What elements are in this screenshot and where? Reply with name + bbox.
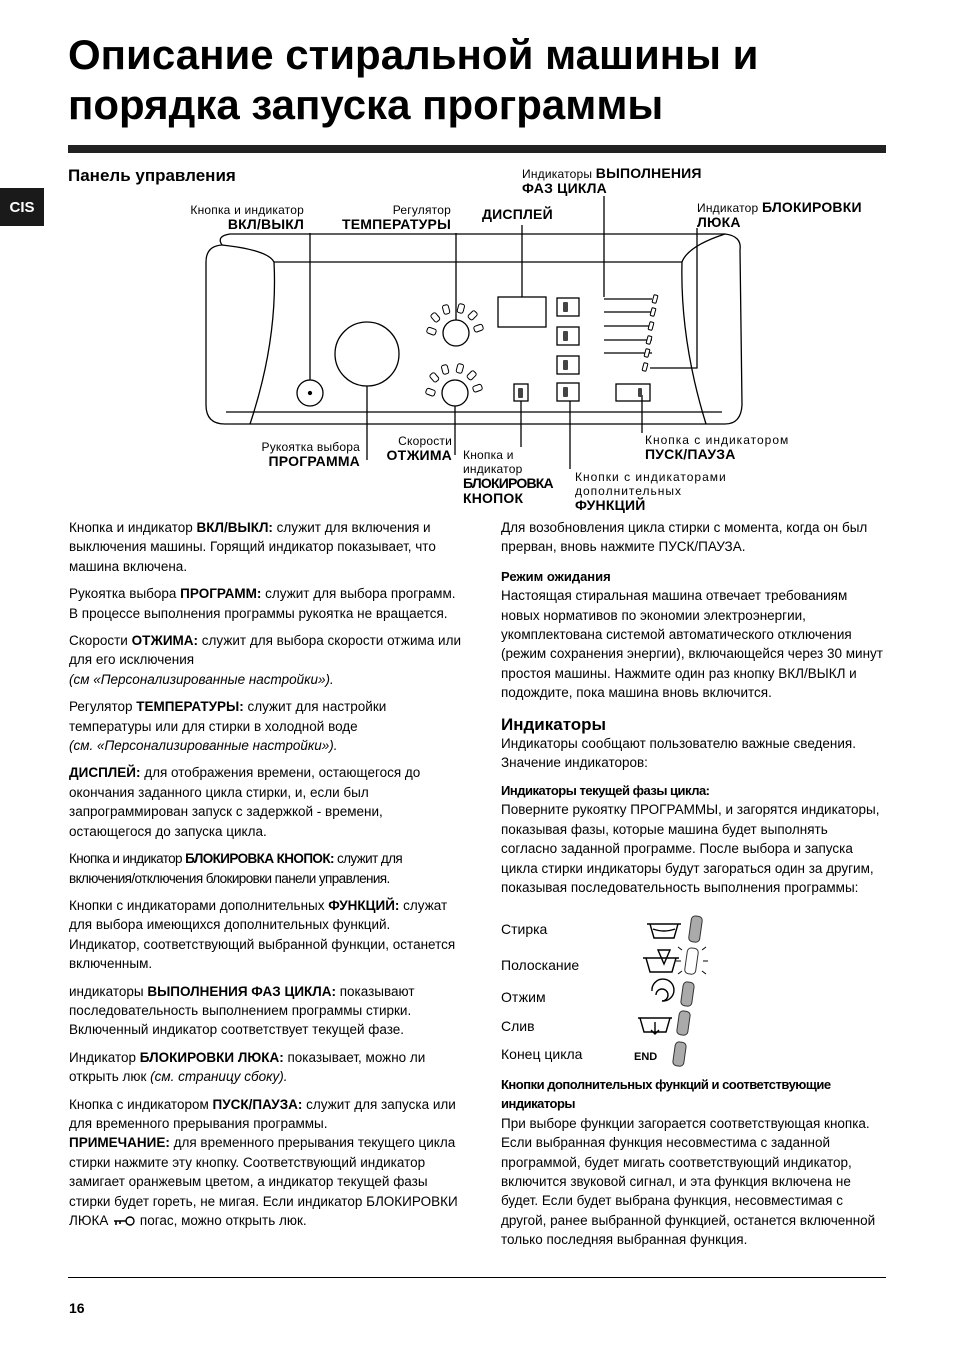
para-startpause-bold: ПУСК/ПАУЗА: [212,1096,303,1112]
phase-led-1 [652,295,658,304]
para-doorlock [69,1048,464,1087]
para-spin-pre: Скорости [69,633,132,649]
spin-dot-6 [472,384,483,393]
para-temp-pre: Регулятор [69,699,137,715]
callout-phases-bold1: ВЫПОЛНЕНИЯ [595,165,702,181]
para-doorlock-pre: Индикатор [69,1049,140,1065]
para-keylock-pre: Кнопка и индикатор [69,851,186,867]
bottom-rule [68,1277,886,1278]
callout-program-bold: ПРОГРАММА [268,453,360,469]
program-knob[interactable] [335,322,399,386]
keylock-led [518,388,523,398]
para-temp-note: (см. «Персонализированные настройки»). [69,738,338,754]
para-spin [69,631,464,689]
spin-dot-1 [425,388,436,397]
para-spin-post: служит для выбора скорости отжима или для его исключения [69,633,462,668]
callout-phases-bold2: ФАЗ ЦИКЛА [522,180,607,196]
phase-label-rinse: Полоскание [501,957,580,973]
spin-dot-2 [429,372,439,383]
para-phases [69,982,464,1040]
phase-bar-drain [676,1010,690,1035]
panel-left-curve [222,245,275,424]
phase-led-2 [650,308,656,317]
para-note-bold: ПРИМЕЧАНИЕ: [69,1135,170,1151]
callout-doorlock-bold1: БЛОКИРОВКИ [761,199,862,215]
doorlock-led [642,363,648,372]
functions-heading: Кнопки дополнительных функций и соответствующие индикаторы [501,1077,831,1112]
callout-spin-small: Скорости [398,434,452,448]
para-onoff [69,518,464,576]
para-startpause [69,1095,464,1231]
para-spin-note: (см «Персонализированные настройки»). [69,671,334,687]
onoff-indicator [309,392,312,395]
function-led-4 [563,387,568,397]
phase-bar-rinse [684,947,699,974]
para-program [69,584,464,623]
para-startpause-post: служит для запуска или для временного прерывания программы. [69,1096,456,1131]
temp-dot-5 [467,310,478,321]
para-phase-indicators: Поверните рукоятку ПРОГРАММЫ, и загорятся индикаторы, показывая фазы, которые машина будет выполнять согласно заданной программе. После выбора и запуска цикла стирки индикаторы будут загораться один за другим, показывая последовательность выполнения программы: [501,802,880,895]
spin-dot-5 [466,370,477,381]
phase-icons [630,912,720,1072]
phase-bar-wash [688,915,703,942]
panel-heading: Панель управления [68,166,236,185]
temp-dot-3 [442,304,450,314]
spin-knob[interactable] [442,380,468,406]
para-onoff-bold: ВКЛ/ВЫКЛ: [196,520,273,535]
callout-onoff-bold: ВКЛ/ВЫКЛ [227,216,304,232]
display-screen [498,297,546,327]
para-note-post: для временного прерывания текущего цикла стирки нажмите эту кнопку. Соответствующий индикатор замигает оранжевым цветом, а индикатор текущей фазы стирки будет гореть, не мигая. Если индикатор БЛОКИРОВКИ ЛЮКА [69,1135,458,1228]
callout-display-bold: ДИСПЛЕЙ [482,206,553,222]
wash-icon [647,924,681,938]
temperature-knob[interactable] [443,320,469,346]
para-doorlock-note: (см. страницу сбоку). [150,1069,288,1085]
para-temp-bold: ТЕМПЕРАТУРЫ: [136,699,244,715]
para-note-post3: погас, можно открыть люк. [139,1213,307,1228]
left-column [69,518,464,1238]
temp-dot-2 [430,312,440,323]
function-led-3 [563,360,568,370]
para-keylock-bold: БЛОКИРОВКА КНОПОК: [185,851,334,867]
callout-doorlock-small: Индикатор [697,201,759,215]
callout-spin-bold: ОТЖИМА [386,447,452,463]
temp-dot-6 [473,324,484,333]
phase-led-3 [648,322,654,331]
functions-section [501,1075,886,1258]
para-temp-post: служит для настройки температуры или для стирки в холодной воде [69,699,387,734]
drain-icon [638,1018,672,1034]
indicators-heading: Индикаторы [501,714,607,734]
phase-row-drain [501,1018,535,1034]
para-standby: Настоящая стиральная машина отвечает требованиям новых нормативов по экономии электроэнергии, укомплектована системой автоматического отключения (режим сохранения энергии), включающейся через 30 минут простоя машины. Нажмите один раз кнопку ВКЛ/ВЫКЛ и подождите, пока машина вновь включится. [501,588,883,701]
function-led-1 [563,302,568,312]
control-panel-diagram [0,0,954,520]
start-pause-led [638,388,642,397]
para-onoff-pre: Кнопка и индикатор [69,520,197,535]
para-spin-bold: ОТЖИМА: [131,633,199,649]
phase-label-spin: Отжим [501,989,546,1005]
para-resume: Для возобновления цикла стирки с момента, когда он был прерван, вновь нажмите ПУСК/ПАУЗА. [501,520,868,555]
callout-keylock-small1: Кнопка и [463,448,514,462]
para-functions-pre: Кнопки с индикаторами дополнительных [69,897,329,913]
callout-startpause-small: Кнопка с индикатором [645,433,790,447]
phase-row-rinse [501,957,579,973]
callout-program-small: Рукоятка выбора [261,440,360,454]
function-led-2 [563,331,568,341]
para-doorlock-bold: БЛОКИРОВКИ ЛЮКА: [139,1049,284,1065]
para-doorlock-post: показывает, можно ли открыть люк [69,1049,426,1085]
para-phases-pre: индикаторы [69,983,148,999]
start-pause-button[interactable] [616,384,650,401]
end-icon: END [634,1051,658,1063]
temp-dot-4 [457,303,465,313]
callout-temp-small: Регулятор [392,203,451,217]
para-functions-post: служат для выбора имеющихся дополнительных функций. Индикатор, соответствующий выбранной функции, останется включенным. [69,897,456,972]
page-number: 16 [69,1300,85,1316]
page-title: Описание стиральной машины и порядка запуска программы [68,31,759,128]
phase-led-4 [646,336,652,345]
phase-label-end: Конец цикла [501,1046,583,1062]
phase-indicators-heading: Индикаторы текущей фазы цикла: [501,782,710,798]
phase-led-5 [644,349,650,358]
callout-startpause-bold: ПУСК/ПАУЗА [645,446,736,462]
standby-heading: Режим ожидания [501,568,611,584]
phase-label-wash: Стирка [501,921,548,937]
rinse-icon [643,950,679,972]
para-program-bold: ПРОГРАММ: [180,586,262,602]
callout-keylock-bold2: КНОПОК [463,490,524,506]
para-display [69,763,464,841]
temp-dot-1 [426,327,437,336]
callout-keylock-bold1: БЛОКИРОВКА [463,475,553,491]
phase-row-spin [501,989,546,1005]
para-functions-bold: ФУНКЦИЙ: [328,897,400,913]
phase-bar-end [672,1041,686,1066]
para-keylock [69,849,464,888]
para-onoff-post: служит для включения и выключения машины. Горящий индикатор показывает, что машина включена. [69,520,436,574]
panel-right-curve [682,234,725,424]
para-functions [69,896,464,974]
phase-bar-spin [680,981,694,1006]
phase-row-wash [501,921,547,937]
para-startpause-pre: Кнопка с индикатором [69,1096,213,1112]
para-program-post: служит для выбора программ. В процессе выполнения программы рукоятка не вращается. [69,586,456,621]
callout-keylock-small2: индикатор [463,462,523,476]
spin-icon [652,979,674,1001]
para-phases-bold: ВЫПОЛНЕНИЯ ФАЗ ЦИКЛА: [147,983,336,999]
para-keylock-post: служит для включения/отключения блокировки панели управления. [69,851,403,886]
spin-dot-4 [456,363,464,373]
callout-functions-bold: ФУНКЦИЙ [575,497,646,513]
para-indicators: Индикаторы сообщают пользователю важные сведения. Значение индикаторов: [501,736,856,771]
para-program-pre: Рукоятка выбора [69,586,181,602]
callout-functions-small1: Кнопки с индикаторами [575,470,727,484]
callout-temp-bold: ТЕМПЕРАТУРЫ [342,216,451,232]
spin-dot-3 [441,364,449,374]
para-functions-info: При выборе функции загорается соответствующая кнопка. Если выбранная функция несовместима с заданной программой, будет мигать соответствующий индикатор, включится звуковой сигнал, и эта функция включена не будет. Если будет выбрана функция, несовместимая с другой, ранее выбранной функцией, останется включенной только последняя выбранная функция. [501,1115,876,1248]
para-display-post: для отображения времени, остающегося до окончания заданного цикла стирки, и, если был запрограммирован запуск с задержкой - времени, остающегося до запуска цикла. [69,765,421,839]
phase-label-drain: Слив [501,1018,535,1034]
para-temp [69,697,464,755]
callout-onoff-small: Кнопка и индикатор [190,203,304,217]
para-phases-post: показывают последовательность выполнением программы стирки. Включенный индикатор соответствует текущей фазе. [69,983,415,1038]
callout-doorlock-bold2: ЛЮКА [697,214,741,230]
right-column [501,518,886,905]
phase-row-end [501,1046,582,1062]
side-tab: CIS [0,188,44,226]
para-display-bold: ДИСПЛЕЙ: [69,765,141,781]
callout-phases-small: Индикаторы [522,167,593,181]
key-icon [112,1215,136,1227]
callout-functions-small2: дополнительных [575,484,683,498]
